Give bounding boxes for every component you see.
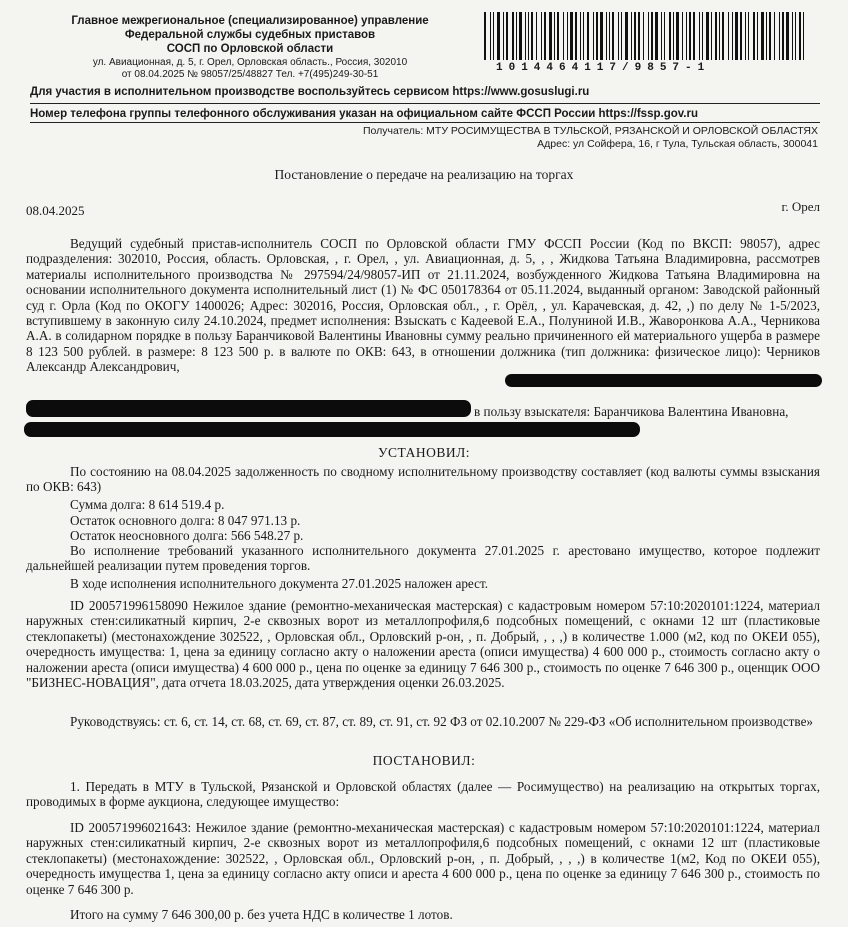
barcode-bar — [715, 12, 717, 60]
barcode-bar — [735, 12, 738, 60]
barcode-bar — [625, 12, 628, 60]
recipient-block — [363, 125, 818, 151]
barcode-bar — [689, 12, 691, 60]
barcode-bar — [655, 12, 658, 60]
document-date: 08.04.2025 — [26, 203, 85, 218]
barcode-bar — [711, 12, 712, 60]
barcode-bar — [732, 12, 733, 60]
org-line: Федеральной службы судебных приставов — [124, 29, 376, 41]
barcode-bar — [536, 12, 537, 60]
decision-item-1: 1. Передать в МТУ в Тульской, Рязанской и Орловской областях (далее — Росимущество) на реализацию на открытых торгах, проводимых в форме аукциона, следующее имущество: — [26, 779, 820, 810]
header-divider — [30, 122, 820, 123]
header-divider — [30, 103, 820, 104]
barcode-bar — [722, 12, 724, 60]
barcode-bar — [795, 12, 796, 60]
barcode-bar — [766, 12, 767, 60]
barcode-bar — [673, 12, 674, 60]
barcode-bar — [519, 12, 522, 60]
barcode-bar — [669, 12, 671, 60]
property-description-1: ID 200571996158090 Нежилое здание (ремонтно-механическая мастерская) с кадастровым номером 57:10:2020101:1224, материал наружных стен:силикатный кирпич, 2-е сквозных ворот из металлопрофиля,6 подсобных помещений, с окнами 12 шт (пластиковые стеклопакеты) (местонахождение 302522, , Орловская обл., Орловский р-он, , п. Добрый, , , ,) в количестве 1.000 (м2, код по ОКЕИ 055), очередность имущества: 1, цена за единицу согласно акту о наложении ареста (описи имущества) 4 600 000 р., стоимость согласно акту о наложении ареста (описи имущества) 4 600 000 р., цена по оценке за единицу 7 646 300 р., стоимость по оценке 7 646 300 р., оценщик ООО "БИЗНЕС-НОВАЦИЯ", дата отчета 18.03.2025, дата утверждения оценки 26.03.2025. — [26, 598, 820, 691]
document-title: Постановление о передаче на реализацию на торгах — [274, 167, 574, 182]
barcode-bar — [779, 12, 780, 60]
redaction-bar — [26, 400, 471, 417]
barcode-bar — [728, 12, 729, 60]
barcode-bar — [761, 12, 764, 60]
barcode-bar — [612, 12, 614, 60]
barcode-bar — [621, 12, 622, 60]
barcode-bar — [541, 12, 542, 60]
barcode-bar — [570, 12, 573, 60]
barcode-bar — [748, 12, 749, 60]
gosuslugi-note: Для участия в исполнительном производстве воспользуйтесь сервисом https://www.gosuslugi.ru — [30, 86, 590, 98]
org-line: Главное межрегиональное (специализированное) управление — [71, 15, 429, 27]
barcode-bar — [580, 12, 581, 60]
barcode-bar — [803, 12, 804, 60]
barcode-bar — [531, 12, 533, 60]
barcode-bar — [544, 12, 546, 60]
legal-basis: Руководствуясь: ст. 6, ст. 14, ст. 68, ст. 69, ст. 87, ст. 89, ст. 91, ст. 92 ФЗ от 02.10.2007 № 229-ФЗ «Об исполнительном производстве» — [70, 714, 814, 729]
issuer-organization — [50, 14, 450, 56]
barcode-bar — [525, 12, 526, 60]
barcode-bar — [587, 12, 589, 60]
barcode-number: 1014464117/9857-1 — [496, 62, 711, 74]
barcode-bar — [596, 12, 598, 60]
barcode-bar — [699, 12, 700, 60]
non-main-debt-remainder: Остаток неосновного долга: 566 548.27 р. — [70, 528, 304, 543]
barcode-bar — [618, 12, 619, 60]
barcode-bar — [528, 12, 529, 60]
recipient-address: Адрес: ул Сойфера, 16, г Тула, Тульская область, 300041 — [537, 138, 818, 150]
barcode-bar — [600, 12, 603, 60]
intro-tail: в пользу взыскателя: Баранчикова Валентина Ивановна, — [474, 404, 789, 419]
address-line: ул. Авиационная, д. 5, г. Орел, Орловская область., Россия, 302010 — [92, 57, 408, 68]
barcode-bar — [719, 12, 720, 60]
phone-note: Номер телефона группы телефонного обслуживания указан на официальном сайте ФССП России https://fssp.gov.ru — [30, 108, 698, 120]
barcode-bar — [676, 12, 679, 60]
barcode-bar — [634, 12, 636, 60]
barcode-bar — [661, 12, 662, 60]
barcode-bar — [503, 12, 504, 60]
barcode-bar — [757, 12, 758, 60]
barcode-bar — [786, 12, 789, 60]
barcode-bar — [792, 12, 793, 60]
barcode-bar — [799, 12, 801, 60]
barcode-bar — [583, 12, 584, 60]
barcode-bar — [606, 12, 607, 60]
barcode-bar — [774, 12, 775, 60]
barcode-bar — [686, 12, 687, 60]
barcode-bar — [693, 12, 695, 60]
barcode-bar — [664, 12, 665, 60]
document-city: г. Орел — [781, 199, 820, 214]
barcode-bar — [769, 12, 771, 60]
barcode-bar — [706, 12, 709, 60]
intro-paragraph: Ведущий судебный пристав-исполнитель СОСП по Орловской области ГМУ ФССП России (Код по ВКСП: 98057), адрес подразделения: 302010, Россия, область. Орловская, , г. Орел, , ул. Авиационная, д. 5, , , Жидкова Татьяна Владимировна, рассмотрев материалы исполнительного производства № 297594/24/98057-ИП от 21.11.2024, возбужденного Жидкова Татьяна Владимировна на основании исполнительного документа исполнительный лист (1) № ФС 050178364 от 05.11.2024, выданный органом: Заводской районный суд г. Орла (Код по ОКОГУ 1400026; Адрес: 302016, Россия, Орловская обл., , г. Орёл, , ул. Карачевская, д. 42, ,) по делу № 1-5/2023, вступившему в законную силу 24.10.2024, предмет исполнения: Взыскать с Кадеевой Е.А., Полуниной И.В., Жаворонкова А.А., Черникова А.А. в солидарном порядке в пользу Баранчиковой Валентины Ивановны сумму реально причиненного ей материального ущерба в размере 8 123 500 рублей. в размере: 8 123 500 р. в валюте по ОКВ: 643, в отношении должника (тип должника: физическое лицо): Черников Александр Александрович, — [26, 236, 820, 375]
barcode-bar — [648, 12, 649, 60]
debt-sum: Сумма долга: 8 614 519.4 р. — [70, 497, 225, 512]
barcode-bar — [682, 12, 683, 60]
barcode-bar — [516, 12, 517, 60]
barcode — [484, 12, 812, 60]
barcode-bar — [609, 12, 610, 60]
barcode-bar — [631, 12, 632, 60]
barcode-bar — [753, 12, 755, 60]
arrest-note: Во исполнение требований указанного исполнительного документа 27.01.2025 г. арестовано имущество, которое подлежит дальнейшей реализации путем проведения торгов. — [26, 543, 820, 574]
barcode-bar — [782, 12, 784, 60]
redaction-bar — [505, 374, 822, 387]
barcode-bar — [506, 12, 508, 60]
barcode-bar — [643, 12, 644, 60]
recipient-name: Получатель: МТУ РОСИМУЩЕСТВА В ТУЛЬСКОЙ, РЯЗАНСКОЙ И ОРЛОВСКОЙ ОБЛАСТЯХ — [362, 125, 818, 137]
barcode-bar — [593, 12, 594, 60]
total-amount: Итого на сумму 7 646 300,00 р. без учета НДС в количестве 1 лотов. — [70, 907, 453, 922]
org-line: СОСП по Орловской области — [166, 43, 334, 55]
barcode-bar — [702, 12, 703, 60]
barcode-bar — [651, 12, 653, 60]
barcode-bar — [567, 12, 568, 60]
issuer-address — [50, 57, 450, 81]
arrest-imposed: В ходе исполнения исполнительного документа 27.01.2025 наложен арест. — [70, 576, 489, 591]
barcode-bar — [740, 12, 742, 60]
main-debt-remainder: Остаток основного долга: 8 047 971.13 р. — [70, 513, 301, 528]
barcode-bar — [638, 12, 640, 60]
barcode-bar — [557, 12, 559, 60]
barcode-bar — [484, 12, 486, 60]
barcode-bar — [497, 12, 500, 60]
barcode-bar — [490, 12, 491, 60]
section-established: УСТАНОВИЛ: — [377, 445, 471, 460]
barcode-bar — [549, 12, 552, 60]
barcode-bar — [512, 12, 514, 60]
property-description-2: ID 200571996021643: Нежилое здание (ремонтно-механическая мастерская) с кадастровым номером 57:10:2020101:1224, материал наружных стен:силикатный кирпич, 2-е сквозных ворот из металлопрофиля,6 подсобных помещений, с окнами 12 шт (пластиковые стеклопакеты) (местонахождение: 302522, , Орловская обл., Орловский р-он, , п. Добрый, , , ,) в количестве 1(м2, Код по ОКЕИ 055), очередность имущества 1, цена за единицу согласно акту описи и ареста 4 600 000 р., цена по оценке за единицу 7 646 300 р., стоимость по оценке 7 646 300 р. — [26, 820, 820, 897]
redaction-bar — [24, 422, 640, 437]
barcode-bar — [554, 12, 555, 60]
section-decided: ПОСТАНОВИЛ: — [372, 753, 476, 768]
barcode-bar — [563, 12, 564, 60]
barcode-bar — [493, 12, 494, 60]
barcode-bar — [575, 12, 577, 60]
address-line: от 08.04.2025 № 98057/25/48827 Тел. +7(495)249-30-51 — [121, 69, 379, 80]
debt-state-paragraph: По состоянию на 08.04.2025 задолженность по сводному исполнительному производству составляет (код валюты суммы взыскания по ОКВ: 643) — [26, 464, 820, 495]
barcode-bar — [745, 12, 746, 60]
